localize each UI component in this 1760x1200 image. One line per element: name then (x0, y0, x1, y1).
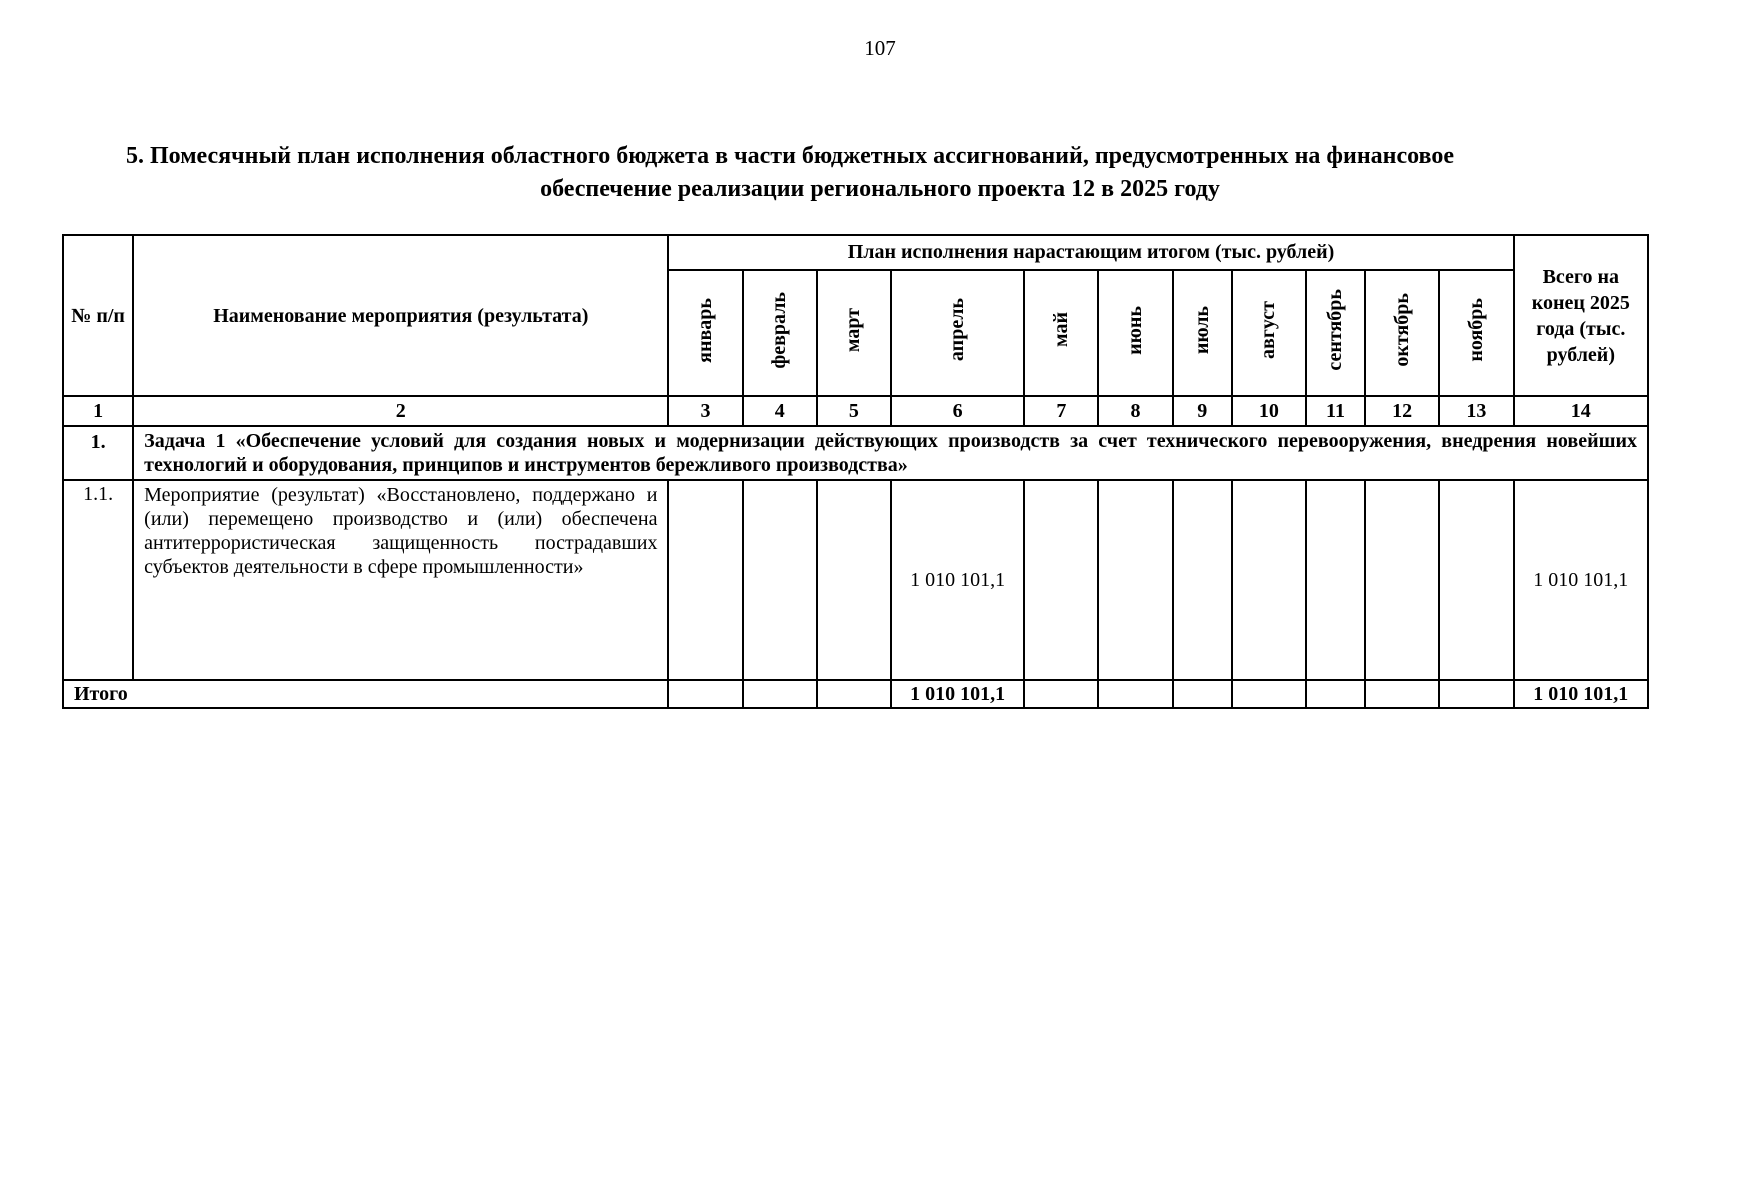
header-total: Всего на конец 2025 года (тыс. рублей) (1514, 235, 1648, 396)
header-month-april: апрель (891, 270, 1024, 396)
event-november-cell (1439, 480, 1513, 680)
column-index: 13 (1439, 396, 1513, 426)
event-october-cell (1365, 480, 1439, 680)
column-index: 4 (743, 396, 817, 426)
event-row (63, 480, 1648, 680)
total-january-cell (668, 680, 742, 708)
total-march-cell (817, 680, 891, 708)
event-july-cell (1173, 480, 1232, 680)
total-february-cell (743, 680, 817, 708)
task-row (63, 426, 1648, 480)
column-index: 3 (668, 396, 742, 426)
column-index: 9 (1173, 396, 1232, 426)
event-april-amount: 1 010 101,1 (891, 480, 1024, 680)
header-month-may: май (1024, 270, 1098, 396)
event-february-cell (743, 480, 817, 680)
column-index: 12 (1365, 396, 1439, 426)
total-may-cell (1024, 680, 1098, 708)
column-index: 5 (817, 396, 891, 426)
header-month-august: август (1232, 270, 1306, 396)
event-august-cell (1232, 480, 1306, 680)
column-index: 10 (1232, 396, 1306, 426)
header-month-january: январь (668, 270, 742, 396)
event-january-cell (668, 480, 742, 680)
event-september-cell (1306, 480, 1365, 680)
total-grand-amount: 1 010 101,1 (1514, 680, 1648, 708)
header-month-march: март (817, 270, 891, 396)
total-november-cell (1439, 680, 1513, 708)
total-june-cell (1098, 680, 1172, 708)
event-text: Мероприятие (результат) «Восстановлено, поддержано и (или) перемещено производство и (или) обеспечена антитеррористическая защищенность пострадавших субъектов деятельности в сфере промышленности» (133, 480, 668, 680)
column-index: 11 (1306, 396, 1365, 426)
title-line-1: 5. Помесячный план исполнения областного бюджета в части бюджетных ассигнований, предусмотренных на финансовое (126, 143, 1454, 169)
header-plan: План исполнения нарастающим итогом (тыс. рублей) (668, 235, 1513, 270)
document-title (110, 140, 1650, 206)
event-june-cell (1098, 480, 1172, 680)
event-march-cell (817, 480, 891, 680)
header-number: № п/п (63, 235, 133, 396)
header-month-november: ноябрь (1439, 270, 1513, 396)
event-may-cell (1024, 480, 1098, 680)
column-index: 6 (891, 396, 1024, 426)
total-september-cell (1306, 680, 1365, 708)
total-row (63, 680, 1648, 708)
column-index: 1 (63, 396, 133, 426)
total-july-cell (1173, 680, 1232, 708)
column-index: 8 (1098, 396, 1172, 426)
event-total-amount: 1 010 101,1 (1514, 480, 1648, 680)
column-index: 14 (1514, 396, 1648, 426)
task-number: 1. (63, 426, 133, 480)
budget-plan-table (62, 234, 1649, 709)
total-april-amount: 1 010 101,1 (891, 680, 1024, 708)
task-text: Задача 1 «Обеспечение условий для создания новых и модернизации действующих производств за счет технического перевооружения, внедрения новейших технологий и оборудования, принципов и инструментов бережливого производства» (133, 426, 1648, 480)
total-october-cell (1365, 680, 1439, 708)
column-index-row (63, 396, 1648, 426)
header-month-june: июнь (1098, 270, 1172, 396)
column-index: 2 (133, 396, 668, 426)
event-number: 1.1. (63, 480, 133, 680)
page-number: 107 (864, 36, 896, 60)
header-month-february: февраль (743, 270, 817, 396)
total-label: Итого (63, 680, 668, 708)
column-index: 7 (1024, 396, 1098, 426)
header-month-september: сентябрь (1306, 270, 1365, 396)
title-line-2: обеспечение реализации регионального проекта 12 в 2025 году (540, 176, 1220, 202)
header-month-july: июль (1173, 270, 1232, 396)
total-august-cell (1232, 680, 1306, 708)
header-month-october: октябрь (1365, 270, 1439, 396)
header-event-name: Наименование мероприятия (результата) (133, 235, 668, 396)
